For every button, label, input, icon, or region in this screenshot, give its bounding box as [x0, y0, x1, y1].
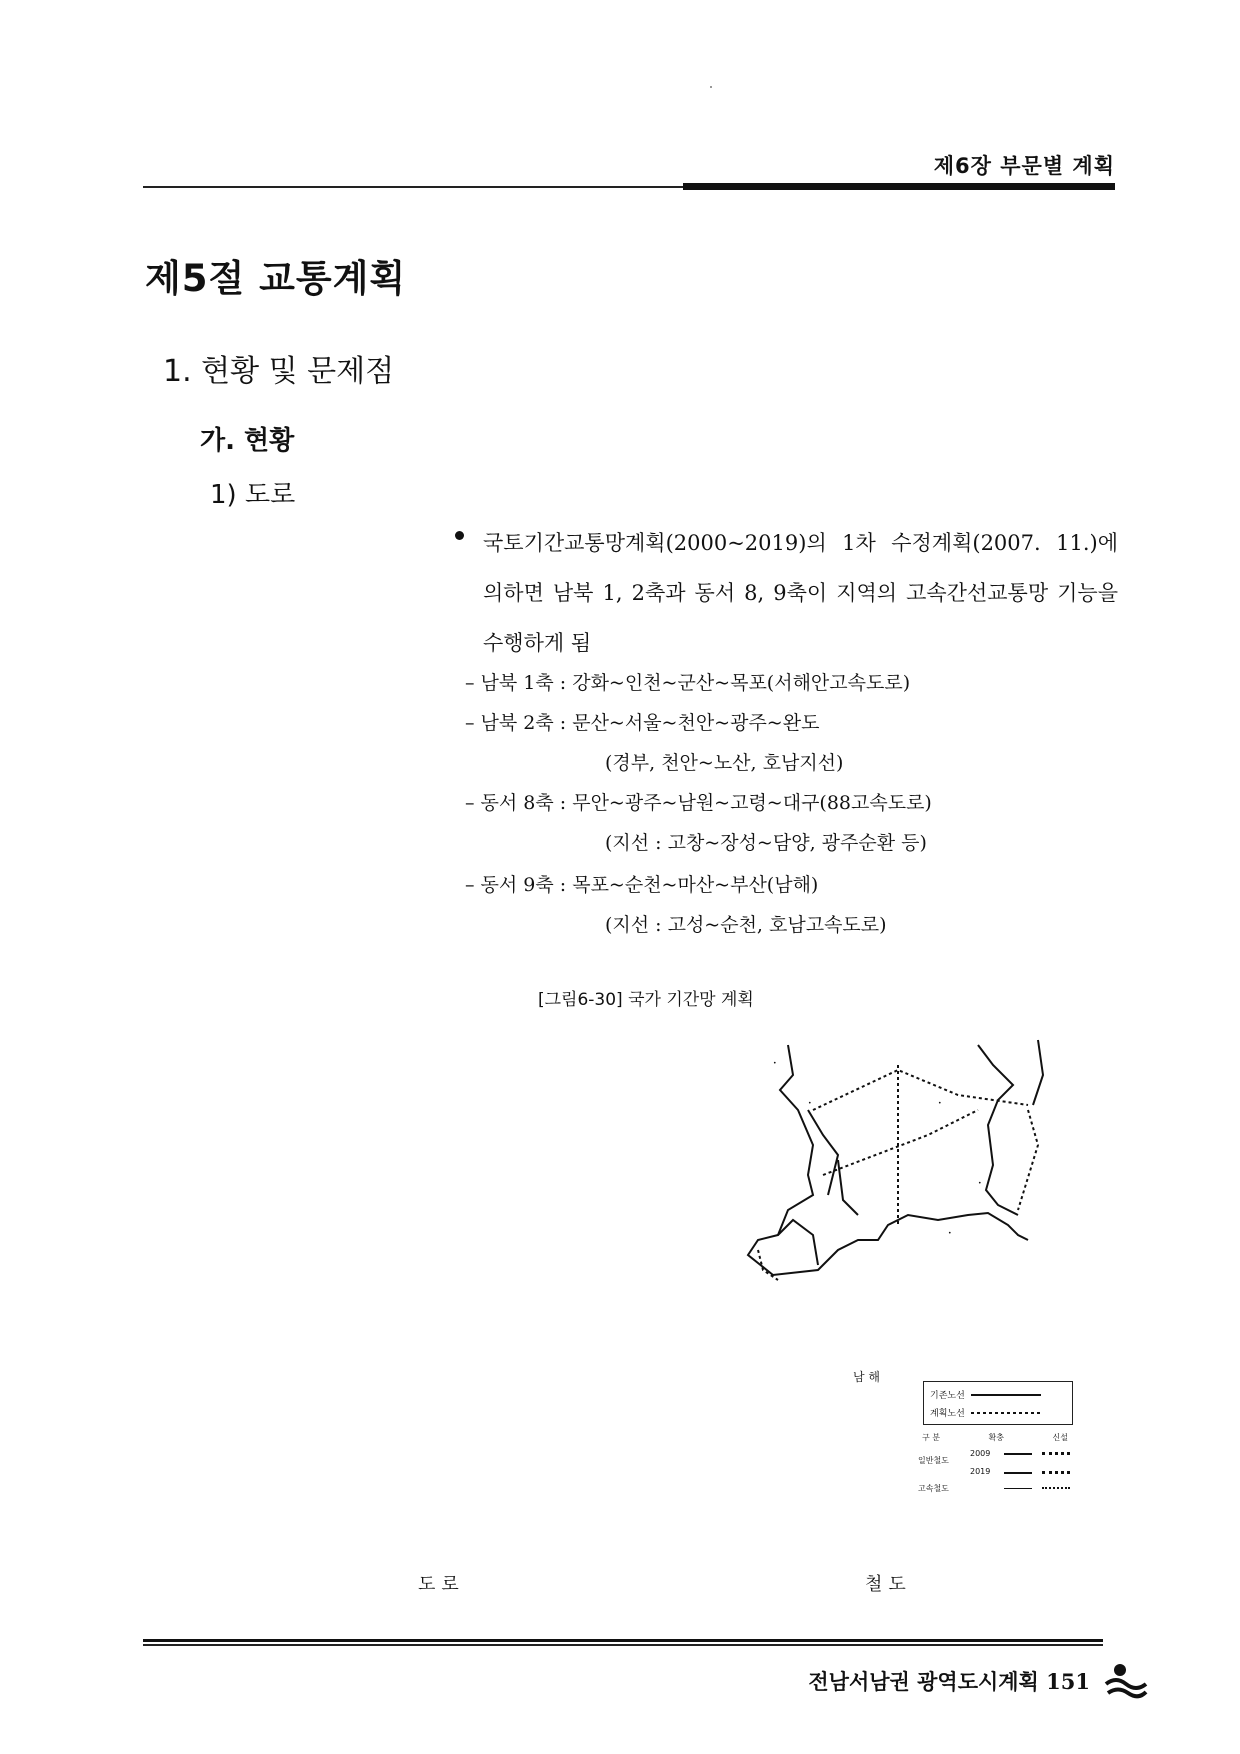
header-rule-thin — [143, 186, 683, 188]
legend-label: 계획노선 — [930, 1409, 965, 1419]
dashed-line-icon — [1042, 1471, 1070, 1474]
axis-line: – 남북 1축 : 강화~인천~군산~목포(서해안고속도로) — [465, 672, 911, 694]
legend-year: 2009 — [970, 1449, 991, 1458]
body-paragraph: 국토기간교통망계획(2000~2019)의 1차 수정계획(2007. 11.)에 의하면 남북 1, 2축과 동서 8, 9축이 지역의 고속간선교통망 기능을 수행하게 됨 — [483, 531, 1118, 655]
chapter-header: 제6장 부문별 계획 — [933, 154, 1115, 178]
legend-table-col: 신설 — [1052, 1433, 1068, 1442]
legend-table — [918, 1432, 1078, 1497]
legend-label: 기존노선 — [930, 1391, 965, 1401]
coastline — [748, 1045, 1028, 1275]
svg-text:•: • — [978, 1180, 982, 1187]
emblem-icon — [1102, 1660, 1148, 1702]
map-legend — [923, 1381, 1073, 1425]
rail-network-map — [718, 1035, 1078, 1345]
legend-group: 일반철도 — [918, 1456, 949, 1465]
legend-table-header — [918, 1432, 1078, 1443]
bullet-icon — [455, 531, 464, 540]
sea-label: 남 해 — [853, 1370, 880, 1384]
legend-table-row — [918, 1449, 1078, 1467]
solid-line-icon — [1004, 1488, 1032, 1489]
dashed-line-icon — [1042, 1452, 1070, 1455]
scan-speck — [710, 86, 712, 88]
legend-year: 2019 — [970, 1467, 991, 1476]
dashed-line-icon — [971, 1411, 1041, 1415]
solid-line-icon — [1004, 1453, 1032, 1455]
page-footer: 전남서남권 광역도시계획 151 — [808, 1669, 1090, 1694]
figure-subcaption-rail: 철도 — [865, 1574, 912, 1595]
solid-line-icon — [1004, 1472, 1032, 1474]
axis-subline: (경부, 천안~노산, 호남지선) — [605, 752, 844, 774]
coastline-east — [978, 1045, 1018, 1215]
legend-group: 고속철도 — [918, 1484, 949, 1493]
footer-rule-thick — [143, 1639, 1103, 1642]
header-rule-thick — [683, 183, 1115, 190]
subsection-title: 1. 현황 및 문제점 — [163, 354, 395, 389]
planned-route — [1018, 1110, 1038, 1210]
subitem-title: 1) 도로 — [210, 480, 296, 510]
svg-text:•: • — [1008, 1100, 1012, 1107]
legend-table-row — [918, 1467, 1078, 1483]
axis-subline: (지선 : 고성~순천, 호남고속도로) — [605, 914, 887, 936]
dashed-line-icon — [1042, 1487, 1070, 1489]
solid-line-icon — [971, 1393, 1041, 1397]
svg-text:•: • — [938, 1100, 942, 1107]
svg-text:•: • — [808, 1100, 812, 1107]
axis-subline: (지선 : 고창~장성~담양, 광주순환 등) — [605, 832, 927, 854]
axis-line: – 동서 9축 : 목포~순천~마산~부산(남해) — [465, 874, 819, 896]
axis-line: – 동서 8축 : 무안~광주~남원~고령~대구(88고속도로) — [465, 792, 932, 814]
rail-line — [1033, 1040, 1043, 1105]
footer-rule-thin — [143, 1644, 1103, 1646]
planned-route — [823, 1110, 978, 1175]
section-title: 제5절 교통계획 — [145, 257, 407, 300]
figure-caption: [그림6-30] 국가 기간망 계획 — [538, 990, 754, 1010]
legend-table-row — [918, 1483, 1078, 1497]
svg-text:•: • — [773, 1060, 777, 1067]
legend-row-existing — [930, 1388, 1041, 1401]
figure-subcaption-road: 도로 — [418, 1574, 465, 1595]
legend-table-col: 구 분 — [922, 1433, 940, 1442]
svg-text:•: • — [948, 1230, 952, 1237]
item-title: 가. 현황 — [200, 426, 295, 456]
rail-line — [778, 1220, 818, 1265]
legend-table-col: 확충 — [988, 1433, 1004, 1442]
axis-line: – 남북 2축 : 문산~서울~천안~광주~완도 — [465, 712, 820, 734]
legend-row-planned — [930, 1406, 1041, 1419]
